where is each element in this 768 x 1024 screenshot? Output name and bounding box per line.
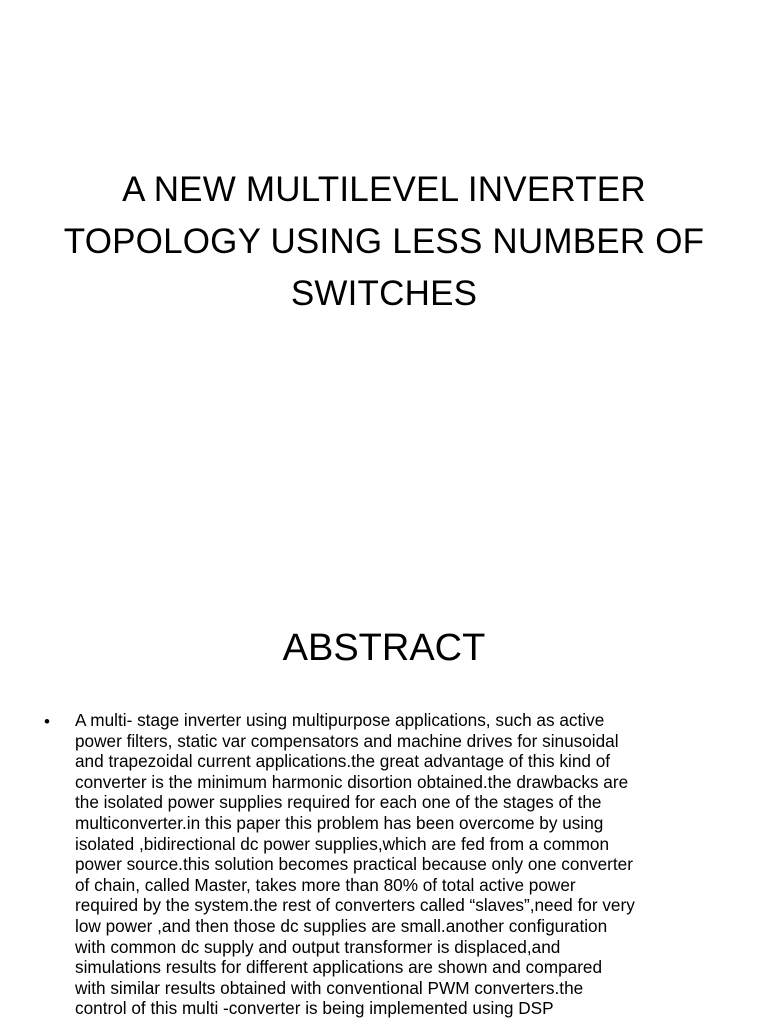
abstract-text-line: of chain, called Master, takes more than 80% of total active power (75, 874, 576, 895)
abstract-text-line: simulations results for different applications are shown and compared (75, 957, 603, 978)
abstract-text-line: converter is the minimum harmonic disortion obtained.the drawbacks are (75, 771, 629, 792)
abstract-text-line: power filters, static var compensators and machine drives for sinusoidal (75, 730, 619, 751)
abstract-text-line: multiconverter.in this paper this problem has been overcome by using (75, 812, 604, 833)
title-line: A NEW MULTILEVEL INVERTER (122, 170, 646, 209)
bullet-icon: • (44, 712, 50, 731)
abstract-text-line: the isolated power supplies required for each one of the stages of the (75, 792, 602, 813)
abstract-bullet-list (0, 710, 768, 1019)
abstract-text-line: power source.this solution becomes practical because only one converter (75, 854, 633, 875)
title-line: TOPOLOGY USING LESS NUMBER OF (63, 222, 705, 261)
abstract-text-line: low power ,and then those dc supplies are small.another configuration (75, 915, 608, 936)
slide-title (40, 164, 728, 320)
abstract-heading: ABSTRACT (282, 627, 486, 669)
abstract-text-line: isolated ,bidirectional dc power supplies,which are fed from a common (75, 833, 610, 854)
abstract-text-line: with similar results obtained with conventional PWM converters.the (75, 977, 584, 998)
abstract-text-line: control of this multi -converter is being implemented using DSP (75, 998, 554, 1019)
abstract-text-line: required by the system.the rest of converters called “slaves”,need for very (75, 895, 635, 916)
abstract-text-line: and trapezoidal current applications.the great advantage of this kind of (75, 751, 611, 772)
abstract-text-line: with common dc supply and output transformer is displaced,and (75, 936, 561, 957)
title-line: SWITCHES (290, 274, 478, 313)
abstract-bullet-item (0, 710, 768, 1019)
abstract-text-line: A multi- stage inverter using multipurpose applications, such as active (75, 710, 605, 730)
